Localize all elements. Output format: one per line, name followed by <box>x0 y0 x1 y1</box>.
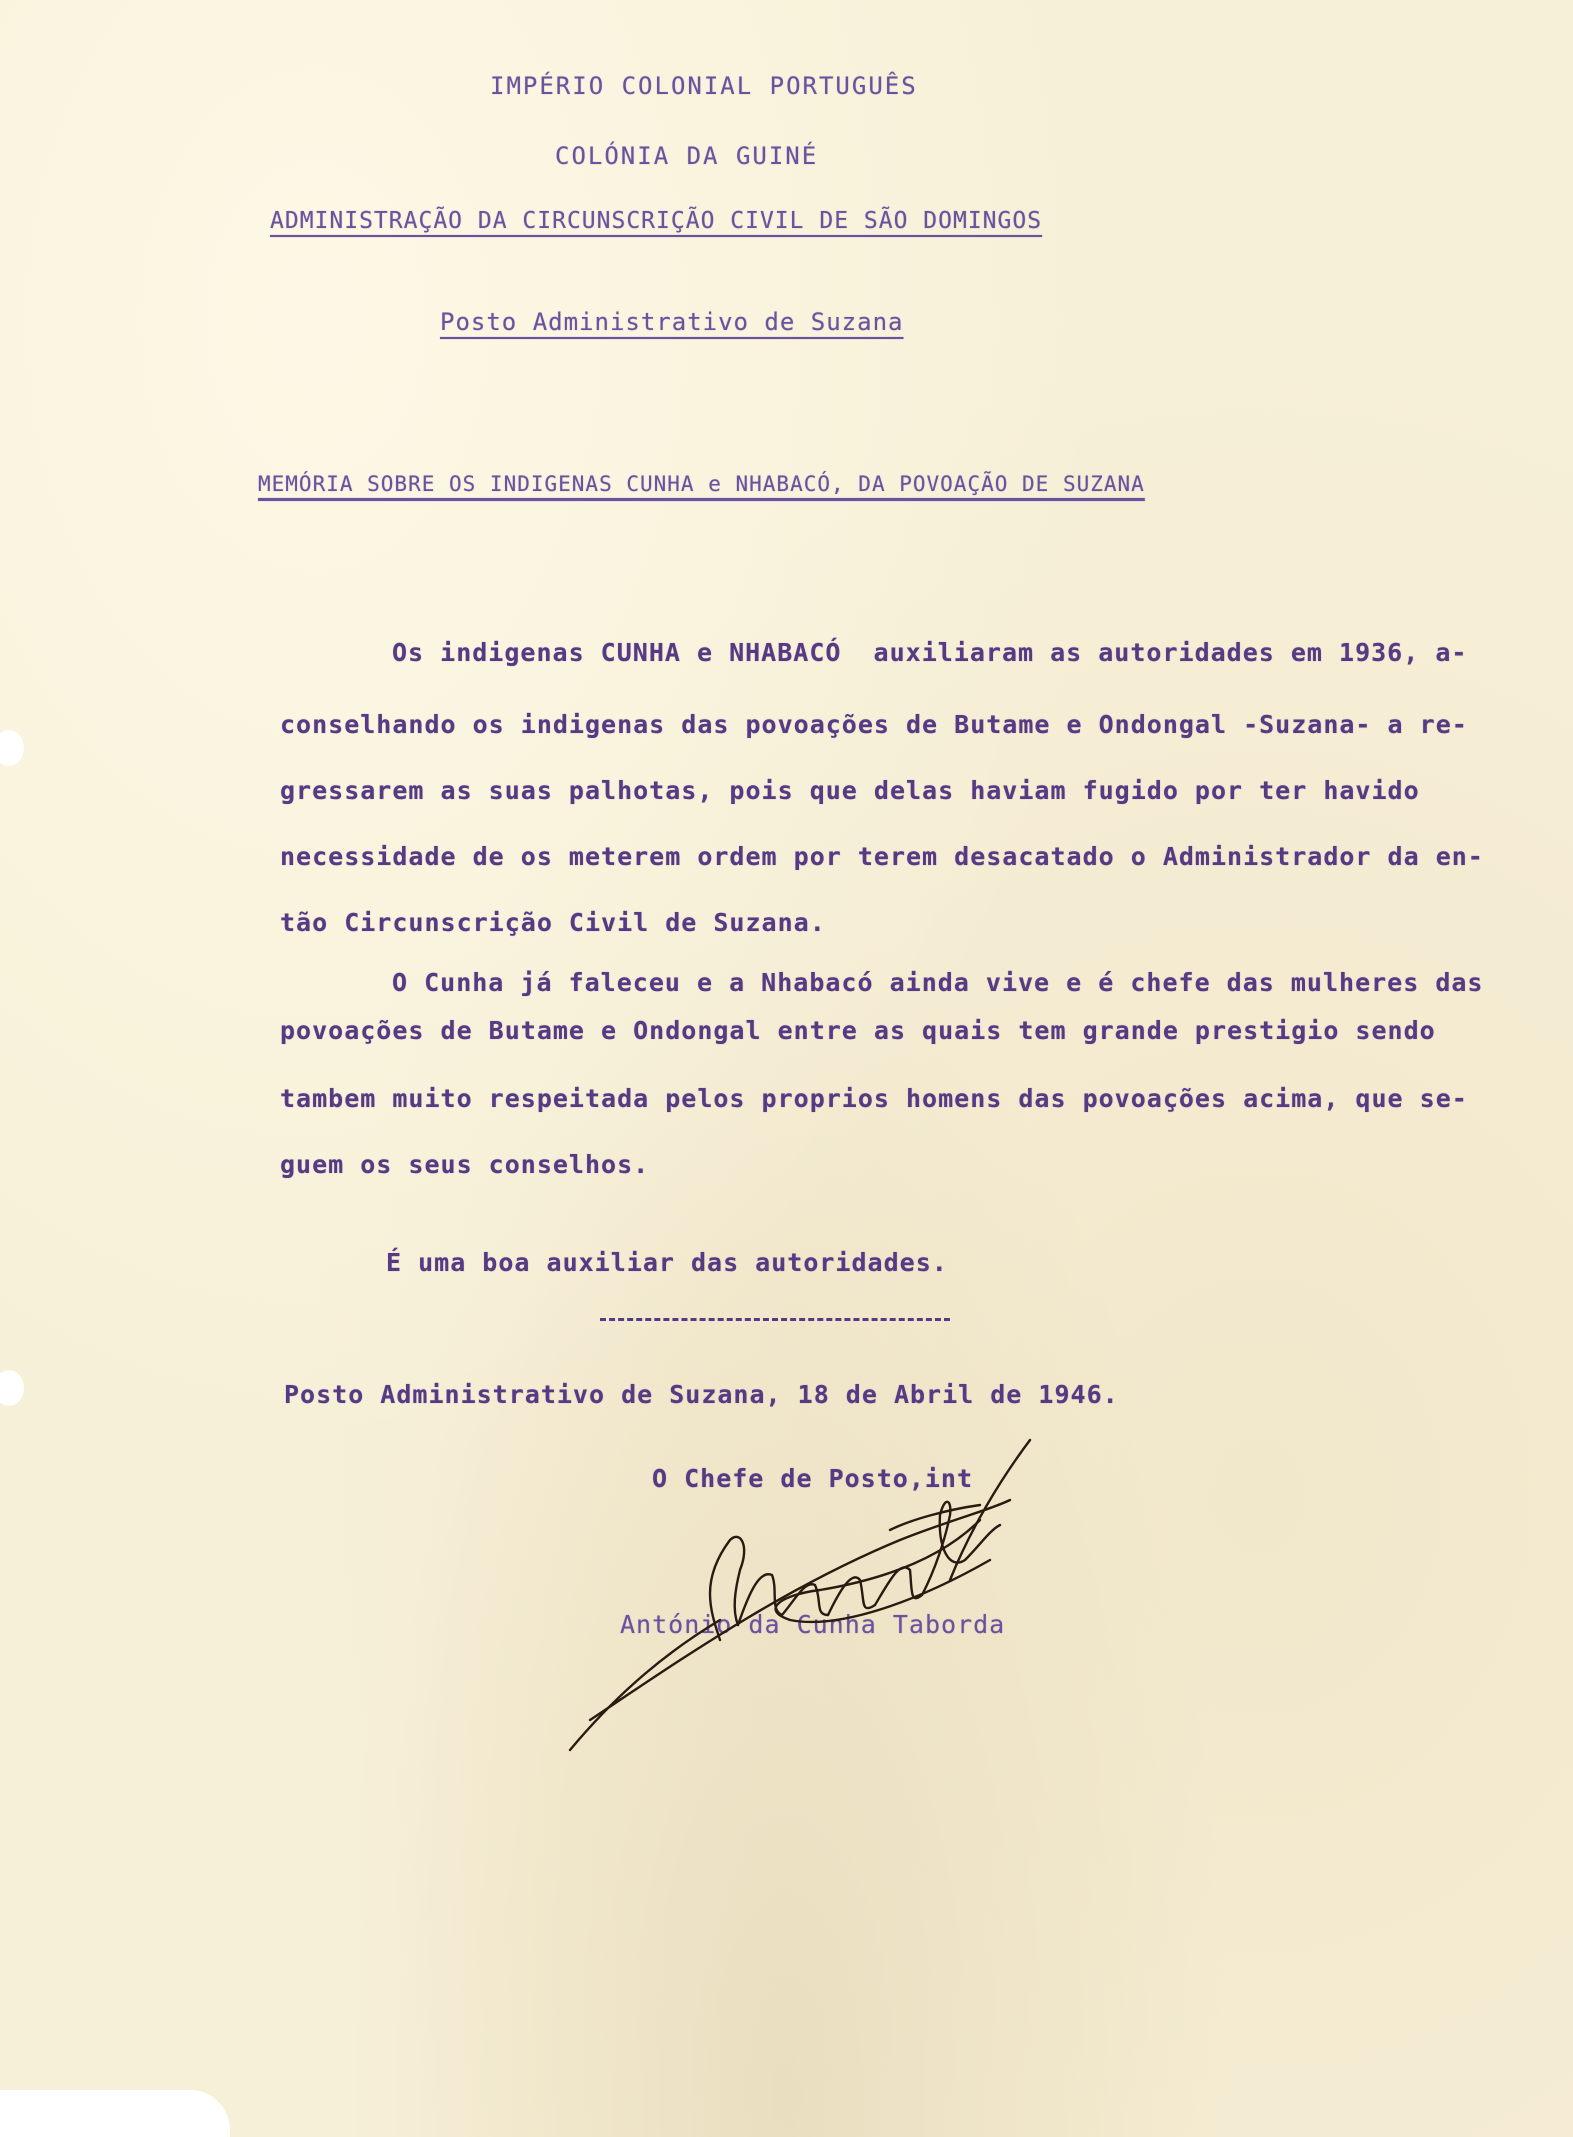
paragraph1-line5: tão Circunscrição Civil de Suzana. <box>280 908 826 937</box>
header-administration: ADMINISTRAÇÃO DA CIRCUNSCRIÇÃO CIVIL DE SÃO DOMINGOS <box>270 208 1043 234</box>
paragraph1-line1: Os indigenas CUNHA e NHABACÓ auxiliaram as autoridades em 1936, a- <box>392 638 1468 667</box>
header-empire: IMPÉRIO COLONIAL PORTUGUÊS <box>490 72 918 100</box>
place-and-date: Posto Administrativo de Suzana, 18 de Abril de 1946. <box>284 1380 1119 1409</box>
torn-corner <box>0 2090 230 2137</box>
paragraph2-line2: povoações de Butame e Ondongal entre as quais tem grande prestigio sendo <box>280 1016 1436 1045</box>
paragraph2-line3: tambem muito respeitada pelos proprios homens das povoações acima, que se- <box>280 1084 1468 1113</box>
document-title: MEMÓRIA SOBRE OS INDIGENAS CUNHA e NHABACÓ, DA POVOAÇÃO DE SUZANA <box>258 472 1145 496</box>
separator-line <box>600 1318 950 1321</box>
header-post: Posto Administrativo de Suzana <box>440 308 904 336</box>
paragraph2-line4: guem os seus conselhos. <box>280 1150 650 1179</box>
signer-name: António da Cunha Taborda <box>620 1610 1006 1639</box>
paragraph2-line1: O Cunha já faleceu e a Nhabacó ainda vive e é chefe das mulheres das <box>392 968 1484 997</box>
closing-remark: É uma boa auxiliar das autoridades. <box>386 1248 948 1277</box>
punch-hole <box>0 730 24 766</box>
handwritten-signature <box>560 1420 1080 1760</box>
punch-hole <box>0 1370 24 1406</box>
paragraph1-line4: necessidade de os meterem ordem por terem desacatado o Administrador da en- <box>280 842 1484 871</box>
header-colony: COLÓNIA DA GUINÉ <box>555 142 819 170</box>
paragraph1-line2: conselhando os indigenas das povoações de Butame e Ondongal -Suzana- a re- <box>280 710 1468 739</box>
signer-role: O Chefe de Posto,int <box>652 1464 974 1493</box>
paragraph1-line3: gressarem as suas palhotas, pois que delas haviam fugido por ter havido <box>280 776 1420 805</box>
